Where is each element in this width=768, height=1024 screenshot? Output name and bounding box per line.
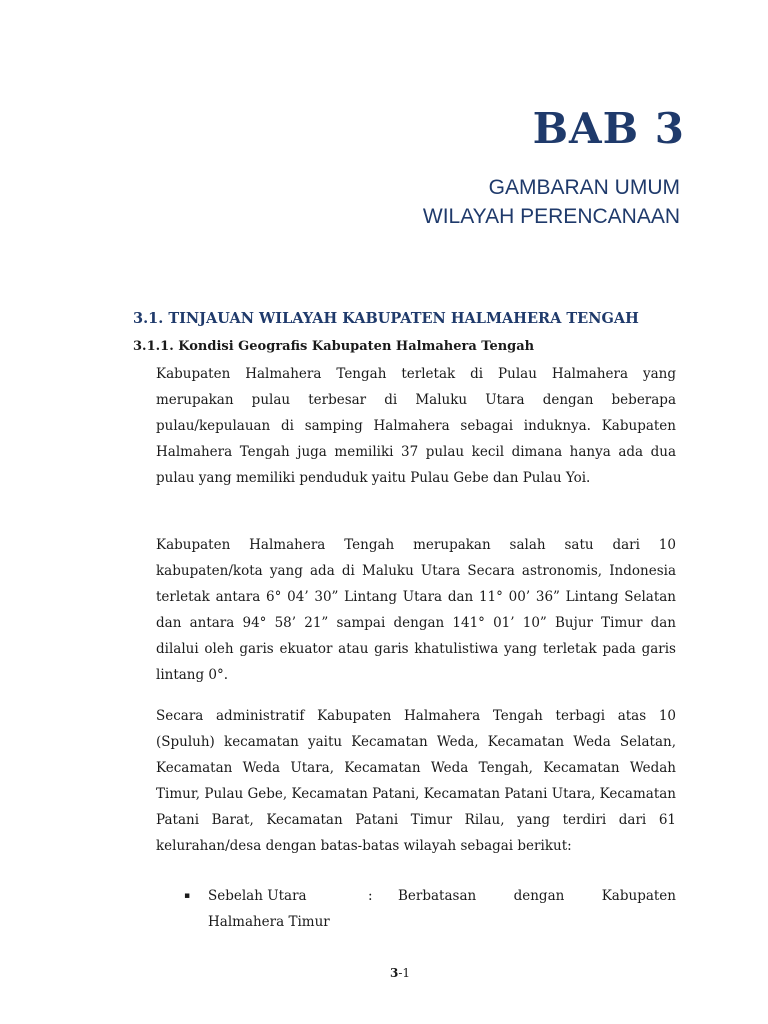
bullet-square-icon: ▪ (184, 891, 191, 901)
paragraph-astronomic: Kabupaten Halmahera Tengah merupakan salah satu dari 10 kabupaten/kota yang ada di Maluku Utara Secara astronomis, Indonesia terletak antara 6° 04’ 30” Lintang Utara dan 11° 00’ 36” Lintang Selatan dan antara 94° 58’ 21” sampai dengan 141° 01’ 10” Bujur Timur dan dilalui oleh garis ekuator atau garis khatulistiwa yang terletak pada garis lintang 0°. (156, 537, 676, 683)
chapter-subtitle (423, 173, 680, 231)
boundary-value: Berbatasan dengan Kabupaten Halmahera Timur (208, 888, 676, 930)
paragraph-administrative: Secara administratif Kabupaten Halmahera Tengah terbagi atas 10 (Spuluh) kecamatan yaitu Kecamatan Weda, Kecamatan Weda Selatan, Kecamatan Weda Utara, Kecamatan Weda Tengah, Kecamatan Wedah Timur, Pulau Gebe, Kecamatan Patani, Kecamatan Patani Utara, Kecamatan Patani Barat, Kecamatan Patani Timur Rilau, yang terdiri dari 61 kelurahan/desa dengan batas-batas wilayah sebagai berikut: (156, 708, 676, 854)
subsection-heading: 3.1.1. Kondisi Geografis Kabupaten Halmahera Tengah (133, 339, 535, 354)
boundary-list-item (184, 883, 676, 935)
paragraph-location: Kabupaten Halmahera Tengah terletak di Pulau Halmahera yang merupakan pulau terbesar di Maluku Utara dengan beberapa pulau/kepulauan di samping Halmahera sebagai induknya. Kabupaten Halmahera Tengah juga memiliki 37 pulau kecil dimana hanya ada dua pulau yang memiliki penduduk yaitu Pulau Gebe dan Pulau Yoi. (156, 366, 676, 486)
boundary-separator: : (368, 888, 373, 904)
chapter-title: BAB 3 (532, 104, 685, 153)
boundary-label: Sebelah Utara (208, 888, 307, 904)
page-number (0, 966, 768, 980)
page-number-suffix: -1 (398, 966, 411, 980)
section-heading: 3.1. TINJAUAN WILAYAH KABUPATEN HALMAHERA TENGAH (133, 310, 639, 327)
page-number-chapter: 3 (389, 966, 399, 980)
chapter-subtitle-line-2: WILAYAH PERENCANAAN (422, 205, 680, 228)
boundary-text (208, 883, 676, 935)
chapter-subtitle-line-1: GAMBARAN UMUM (488, 176, 680, 199)
